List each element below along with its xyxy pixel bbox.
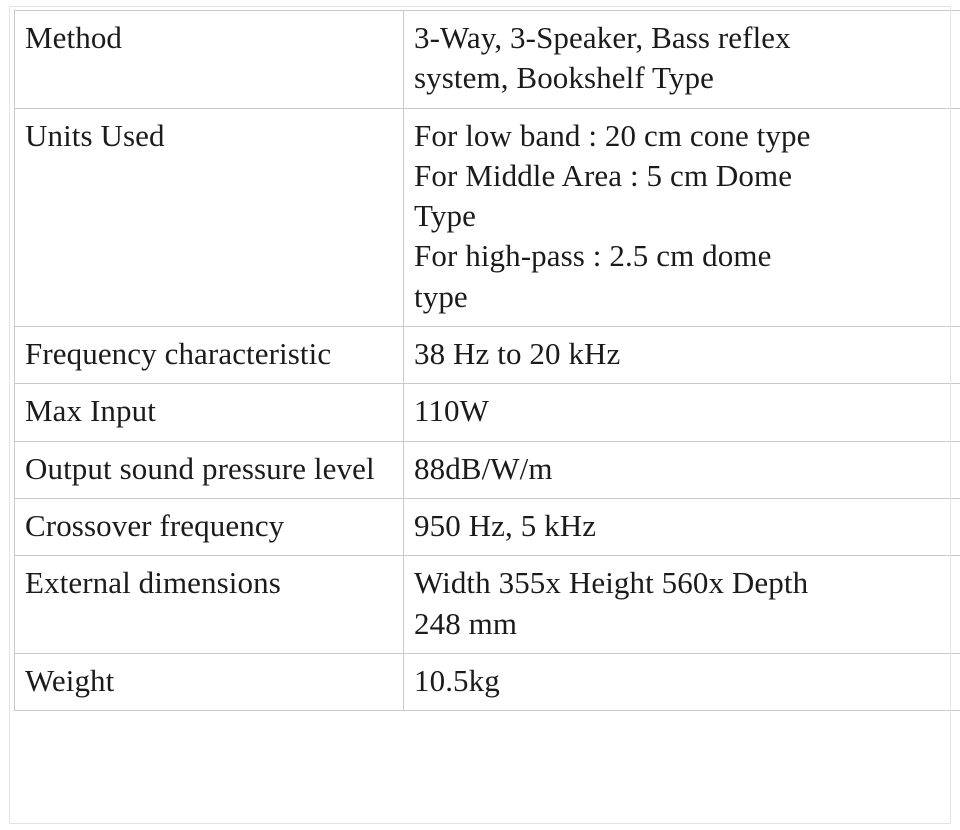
row-value-max-input <box>404 384 960 441</box>
table-row <box>15 384 960 441</box>
label-text: Output sound pressure level <box>25 450 375 486</box>
value-line: 38 Hz to 20 kHz <box>414 336 621 372</box>
value-line: type <box>414 278 468 314</box>
value-line: 3-Way, 3-Speaker, Bass reflex <box>414 20 791 55</box>
row-value-crossover-frequency <box>404 498 960 555</box>
value-line: For low band : 20 cm cone type <box>414 117 811 153</box>
value-line: For Middle Area : 5 cm Dome <box>414 157 793 193</box>
table-row <box>15 327 960 384</box>
value-line: system, Bookshelf Type <box>414 60 714 96</box>
table-row <box>15 11 960 109</box>
value-line: Width 355x Height 560x Depth <box>414 565 809 601</box>
row-value-units-used <box>404 108 960 326</box>
row-label-units-used <box>15 108 404 326</box>
label-text: Max Input <box>25 393 156 429</box>
label-text: Weight <box>25 662 115 698</box>
table-row <box>15 441 960 498</box>
table-row <box>15 498 960 555</box>
row-value-output-sound-pressure-level <box>404 441 960 498</box>
label-text: Frequency characteristic <box>25 336 332 372</box>
row-label-crossover-frequency <box>15 498 404 555</box>
row-label-method <box>15 11 404 109</box>
value-line: 248 mm <box>414 605 518 641</box>
value-line: 950 Hz, 5 kHz <box>414 507 597 543</box>
row-value-external-dimensions <box>404 556 960 654</box>
row-label-weight <box>15 653 404 710</box>
value-line: 10.5kg <box>414 662 500 698</box>
specification-table-body <box>15 11 960 711</box>
row-value-weight <box>404 653 960 710</box>
label-text: Units Used <box>25 117 165 153</box>
table-row <box>15 108 960 326</box>
label-text: External dimensions <box>25 565 281 601</box>
row-value-method <box>404 11 960 109</box>
value-line: 88dB/W/m <box>414 450 553 486</box>
value-line: Type <box>414 198 476 234</box>
row-label-frequency-characteristic <box>15 327 404 384</box>
value-line: 110W <box>414 393 490 429</box>
table-row <box>15 556 960 654</box>
label-text: Method <box>25 20 123 55</box>
row-label-external-dimensions <box>15 556 404 654</box>
row-value-frequency-characteristic <box>404 327 960 384</box>
specification-table <box>14 10 960 711</box>
value-line: For high-pass : 2.5 cm dome <box>414 238 772 274</box>
row-label-output-sound-pressure-level <box>15 441 404 498</box>
table-row <box>15 653 960 710</box>
label-text: Crossover frequency <box>25 507 285 543</box>
row-label-max-input <box>15 384 404 441</box>
